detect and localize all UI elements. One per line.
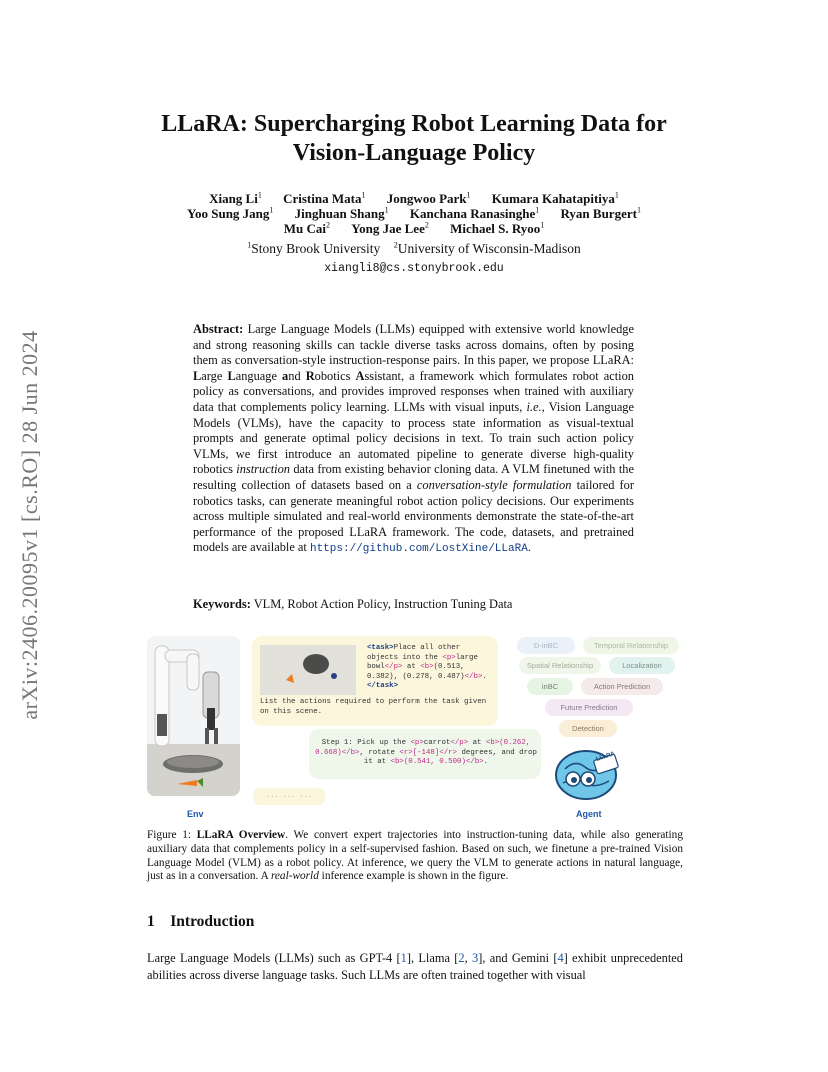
- title-line-1: LLaRA: Supercharging Robot Learning Data for: [161, 111, 667, 137]
- pill-action-prediction: Action Prediction: [581, 678, 663, 695]
- author-email[interactable]: xiangli8@cs.stonybrook.edu: [324, 262, 504, 275]
- citation-1[interactable]: 1: [400, 951, 407, 965]
- robot-env-photo: [147, 636, 240, 796]
- pill-temporal-relationship: Temporal Relationship: [583, 637, 679, 654]
- task-text: <task>Place all other objects into the <p>large bowl</p> at <b>(0.513, 0.382), (0.278, 0.487)</b>.</task>: [367, 644, 487, 691]
- agent-label: Agent: [576, 809, 602, 819]
- github-link[interactable]: https://github.com/LostXine/LLaRA: [309, 543, 528, 556]
- ellipsis-box: ... ... ...: [253, 788, 325, 805]
- pill-inbc: inBC: [527, 678, 573, 695]
- author: Kumara Kahatapitiya$^1$: [491, 190, 619, 206]
- section-heading: 1 Introduction: [147, 913, 255, 930]
- pill-future-prediction: Future Prediction: [545, 699, 633, 716]
- pill-detection: Detection: [559, 720, 617, 737]
- figure-overview: [147, 633, 687, 823]
- author-row-1: [110, 191, 718, 207]
- affiliations: $^1$Stony Brook University $^2$University of Wisconsin-Madison: [247, 240, 581, 256]
- paper-title: [100, 110, 728, 168]
- title-line-2: Vision-Language Policy: [292, 140, 536, 166]
- instruction-text: List the actions required to perform the task given on this scene.: [260, 698, 487, 716]
- intro-paragraph: Large Language Models (LLMs) such as GPT-4 [1], Llama [2, 3], and Gemini [4] exhibit unprecedented abilities across diverse language tasks. Such LLMs are often trained together with visual: [147, 951, 683, 982]
- citation-3[interactable]: 3: [472, 951, 479, 965]
- llara-brain-icon: [551, 743, 621, 803]
- citation-4[interactable]: 4: [557, 951, 564, 965]
- response-text: Step 1: Pick up the <p>carrot</p> at <b>(0.262, 0.668)</b>, rotate <r>[-148]</r> degrees, and drop it at <b>(0.541, 0.500)</b>.: [315, 739, 537, 767]
- author: Kanchana Ranasinghe$^1$: [409, 205, 540, 221]
- author: Yong Jae Lee$^2$: [351, 220, 429, 236]
- author: Mu Cai$^2$: [283, 220, 330, 236]
- pill-d-inbc: D-inBC: [517, 637, 575, 654]
- author: Jongwoo Park$^1$: [386, 190, 471, 206]
- keywords: Keywords: VLM, Robot Action Policy, Instruction Tuning Data: [193, 597, 513, 611]
- abstract: Abstract: Large Language Models (LLMs) equipped with extensive world knowledge and strong reasoning skills can tackle diverse tasks across domains, often by posing them as conversation-style instruction-response pairs. In this paper, we propose LLaRA: Large Language and Robotics Assistant, a framework which formulates robot action policy as conversations, and provides improved responses when trained with auxiliary data that complements policy learning. LLMs with visual inputs, i.e., Vision Language Models (VLMs), have the capacity to process state information as visual-textual prompts and generate optimal policy decisions in text. To train such action policy VLMs, we first introduce an automated pipeline to generate diverse high-quality robotics instruction data from existing behavior cloning data. A VLM finetuned with the resulting collection of datasets based on a conversation-style formulation tailored for robotics tasks, can generate meaningful robot action policy decisions. Our experiments across multiple simulated and real-world environments demonstrate the state-of-the-art performance of the proposed LLaRA framework. The code, datasets, and pretrained models are available at https://github.com/LostXine/LLaRA.: [193, 322, 635, 556]
- author: Xiang Li$^1$: [209, 190, 262, 206]
- affiliation: University of Wisconsin-Madison: [397, 241, 581, 256]
- affiliation: Stony Brook University: [251, 241, 381, 256]
- author: Cristina Mata$^1$: [283, 190, 366, 206]
- pill-localization: Localization: [609, 657, 675, 674]
- author: Ryan Burgert$^1$: [560, 205, 641, 221]
- pill-spatial-relationship: Spatial Relationship: [519, 657, 601, 674]
- citation-2[interactable]: 2: [458, 951, 465, 965]
- author-row-2: [110, 206, 718, 222]
- arxiv-stamp: arXiv:2406.20095v1 [cs.RO] 28 Jun 2024: [17, 330, 42, 720]
- brain-label: LLaRA: [595, 751, 616, 763]
- author: Michael S. Ryoo$^1$: [450, 220, 545, 236]
- figure-caption: Figure 1: LLaRA Overview. We convert expert trajectories into instruction-tuning data, while also generating auxiliary data that complements policy in a self-supervised fashion. Based on such, we finetune a pre-trained Vision Language Model (VLM) as a robot policy. At inference, we query the VLM to generate actions in natural language, just as in a conversation. A real-world inference example is shown in the figure.: [147, 829, 683, 883]
- author-row-3: [110, 221, 718, 237]
- author: Yoo Sung Jang$^1$: [187, 205, 274, 221]
- scene-thumbnail: [260, 645, 356, 695]
- author: Jinghuan Shang$^1$: [294, 205, 389, 221]
- env-label: Env: [187, 809, 204, 819]
